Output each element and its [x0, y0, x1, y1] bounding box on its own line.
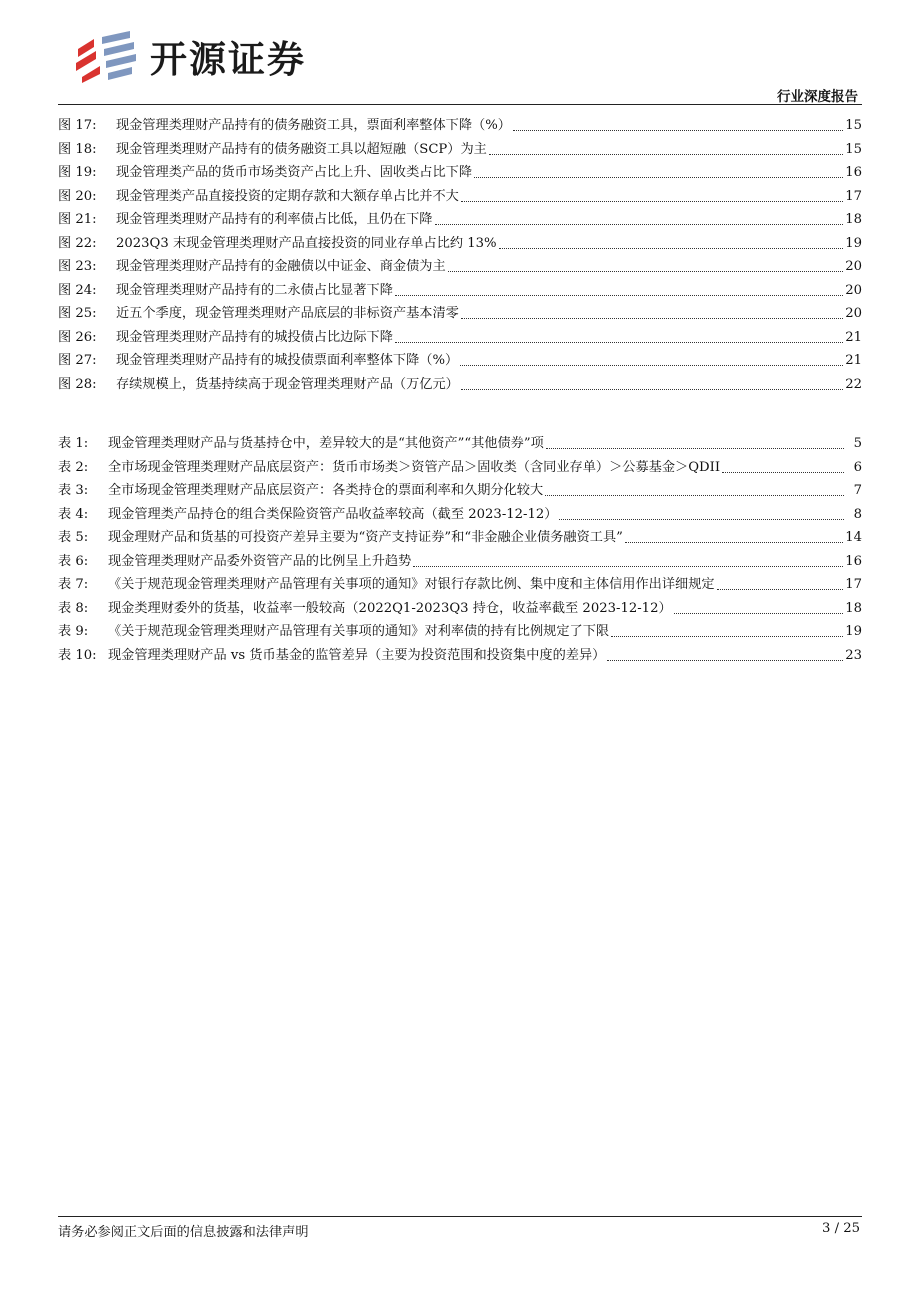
- dot-leader: [674, 613, 844, 614]
- table-entry-title: 现金理财产品和货基的可投资产差异主要为“资产支持证券”和“非金融企业债务融资工具”: [108, 530, 623, 545]
- figure-entry[interactable]: [58, 255, 862, 279]
- figure-entry-page: 21: [845, 353, 862, 368]
- table-entry-page: 6: [853, 459, 862, 475]
- table-entry-label: 表 5:: [58, 530, 89, 545]
- figure-entry-title: 现金管理类产品的货币市场类资产占比上升、固收类占比下降: [116, 165, 473, 180]
- figure-entry-page: 20: [845, 306, 862, 321]
- table-entry-label: 表 6:: [58, 553, 89, 569]
- dot-leader: [546, 448, 844, 449]
- figure-entry-page: 15: [845, 118, 862, 133]
- figure-entry-label: 图 24:: [58, 282, 97, 298]
- table-entry-label: 表 4:: [58, 506, 89, 522]
- table-entry-page: 5: [853, 436, 862, 451]
- table-entry-page: 18: [845, 600, 862, 616]
- figure-entry-label: 图 17:: [58, 118, 97, 133]
- dot-leader: [461, 318, 843, 319]
- dot-leader: [474, 177, 843, 178]
- figure-entry[interactable]: [58, 232, 862, 256]
- figure-entry-label: 图 22:: [58, 235, 97, 251]
- dot-leader: [722, 472, 844, 473]
- figure-entry[interactable]: [58, 373, 862, 397]
- footer-disclaimer: 请务必参阅正文后面的信息披露和法律声明: [58, 1225, 309, 1240]
- dot-leader: [611, 636, 843, 637]
- figure-entry-title: 现金管理类产品直接投资的定期存款和大额存单占比并不大: [116, 188, 459, 204]
- figure-entry-page: 20: [845, 259, 862, 274]
- figure-entry-title: 现金管理类理财产品持有的债务融资工具，票面利率整体下降（%）: [116, 118, 511, 133]
- table-entry[interactable]: [58, 620, 862, 644]
- table-entry-title: 现金管理类理财产品 vs 货币基金的监管差异（主要为投资范围和投资集中度的差异）: [108, 647, 606, 663]
- report-type: 行业深度报告: [777, 89, 858, 105]
- dot-leader: [625, 542, 843, 543]
- dot-leader: [559, 519, 844, 520]
- figure-entry-page: 17: [845, 188, 862, 204]
- figure-entry-label: 图 18:: [58, 141, 97, 157]
- dot-leader: [413, 566, 843, 567]
- dot-leader: [461, 201, 843, 202]
- figure-entry-page: 21: [845, 329, 862, 345]
- figure-entry-page: 16: [845, 165, 862, 180]
- figure-entry-label: 图 19:: [58, 165, 97, 180]
- figure-entry-title: 存续规模上，货基持续高于现金管理类理财产品（万亿元）: [116, 376, 459, 392]
- table-entry-page: 19: [845, 624, 862, 639]
- table-entry-page: 7: [853, 483, 862, 498]
- dot-leader: [499, 248, 844, 249]
- figure-entry-title: 近五个季度，现金管理类理财产品底层的非标资产基本清零: [116, 306, 459, 321]
- figure-entry-title: 2023Q3 末现金管理类理财产品直接投资的同业存单占比约 13%: [116, 235, 497, 251]
- dot-leader: [461, 389, 843, 390]
- table-entry[interactable]: [58, 644, 862, 668]
- figure-entry-title: 现金管理类理财产品持有的金融债以中证金、商金债为主: [116, 259, 446, 274]
- figure-entry-page: 15: [845, 141, 862, 157]
- table-entry[interactable]: [58, 597, 862, 621]
- company-logo: [74, 28, 306, 84]
- figure-entry[interactable]: [58, 326, 862, 350]
- figure-entry-label: 图 25:: [58, 306, 97, 321]
- figure-list: [58, 114, 862, 396]
- table-entry-title: 《关于规范现金管理类理财产品管理有关事项的通知》对银行存款比例、集中度和主体信用作出详细规定: [108, 577, 715, 592]
- table-entry[interactable]: [58, 503, 862, 527]
- table-entry-title: 现金类理财委外的货基，收益率一般较高（2022Q1-2023Q3 持仓，收益率截至 2023-12-12）: [108, 600, 672, 616]
- figure-entry-title: 现金管理类理财产品持有的城投债占比边际下降: [116, 329, 393, 345]
- figure-entry-label: 图 28:: [58, 376, 97, 392]
- table-entry-page: 23: [845, 647, 862, 663]
- table-entry-title: 全市场现金管理类理财产品底层资产：各类持仓的票面利率和久期分化较大: [108, 483, 544, 498]
- figure-entry-title: 现金管理类理财产品持有的城投债票面利率整体下降（%）: [116, 353, 459, 368]
- table-entry-page: 8: [853, 506, 862, 522]
- table-entry-label: 表 9:: [58, 624, 89, 639]
- company-name: 开源证券: [150, 38, 306, 81]
- table-entry-label: 表 7:: [58, 577, 89, 592]
- table-entry[interactable]: [58, 573, 862, 597]
- table-entry-label: 表 3:: [58, 483, 89, 498]
- dot-leader: [395, 342, 843, 343]
- table-entry-label: 表 8:: [58, 600, 89, 616]
- table-list: [58, 432, 862, 667]
- table-entry-title: 全市场现金管理类理财产品底层资产：货币市场类＞资管产品＞固收类（含同业存单）＞公募基金＞QDII: [108, 459, 721, 475]
- table-entry-page: 16: [845, 553, 862, 569]
- table-entry-label: 表 1:: [58, 436, 89, 451]
- figure-entry-label: 图 23:: [58, 259, 97, 274]
- dot-leader: [460, 365, 843, 366]
- figure-entry-title: 现金管理类理财产品持有的利率债占比低，且仍在下降: [116, 212, 433, 227]
- figure-entry[interactable]: [58, 185, 862, 209]
- dot-leader: [717, 589, 844, 590]
- table-entry[interactable]: [58, 479, 862, 503]
- table-entry-title: 现金管理类理财产品与货基持仓中，差异较大的是“其他资产”“其他债券”项: [108, 436, 544, 451]
- figure-entry-page: 20: [845, 282, 862, 298]
- dot-leader: [435, 224, 844, 225]
- table-entry-label: 表 2:: [58, 459, 89, 475]
- figure-entry-label: 图 27:: [58, 353, 97, 368]
- figure-entry-label: 图 20:: [58, 188, 97, 204]
- dot-leader: [545, 495, 844, 496]
- figure-entry-title: 现金管理类理财产品持有的债务融资工具以超短融（SCP）为主: [116, 141, 487, 157]
- figure-entry[interactable]: [58, 279, 862, 303]
- table-entry-title: 《关于规范现金管理类理财产品管理有关事项的通知》对利率债的持有比例规定了下限: [108, 624, 610, 639]
- figure-entry-page: 19: [845, 235, 862, 251]
- table-entry-title: 现金管理类产品持仓的组合类保险资管产品收益率较高（截至 2023-12-12）: [108, 506, 558, 522]
- figure-entry[interactable]: [58, 138, 862, 162]
- figure-entry[interactable]: [58, 208, 862, 232]
- table-entry-page: 14: [845, 530, 862, 545]
- table-entry[interactable]: [58, 432, 862, 456]
- figure-entry[interactable]: [58, 114, 862, 138]
- table-entry[interactable]: [58, 526, 862, 550]
- figure-entry-title: 现金管理类理财产品持有的二永债占比显著下降: [116, 282, 393, 298]
- page-number: 3 / 25: [822, 1221, 860, 1236]
- dot-leader: [448, 271, 844, 272]
- table-entry-label: 表 10:: [58, 647, 97, 663]
- header-divider: [58, 104, 862, 105]
- table-entry[interactable]: [58, 550, 862, 574]
- dot-leader: [513, 130, 843, 131]
- kaiyuan-securities-logo-icon: [74, 29, 138, 83]
- figure-entry-label: 图 21:: [58, 212, 97, 227]
- figure-entry-label: 图 26:: [58, 329, 97, 345]
- footer-divider: [58, 1216, 862, 1217]
- figure-entry-page: 18: [845, 212, 862, 227]
- figure-entry[interactable]: [58, 349, 862, 373]
- dot-leader: [607, 660, 843, 661]
- dot-leader: [489, 154, 843, 155]
- table-entry[interactable]: [58, 456, 862, 480]
- table-entry-page: 17: [845, 577, 862, 592]
- dot-leader: [395, 295, 843, 296]
- table-entry-title: 现金管理类理财产品委外资管产品的比例呈上升趋势: [108, 553, 412, 569]
- figure-entry[interactable]: [58, 161, 862, 185]
- figure-entry-page: 22: [845, 376, 862, 392]
- figure-entry[interactable]: [58, 302, 862, 326]
